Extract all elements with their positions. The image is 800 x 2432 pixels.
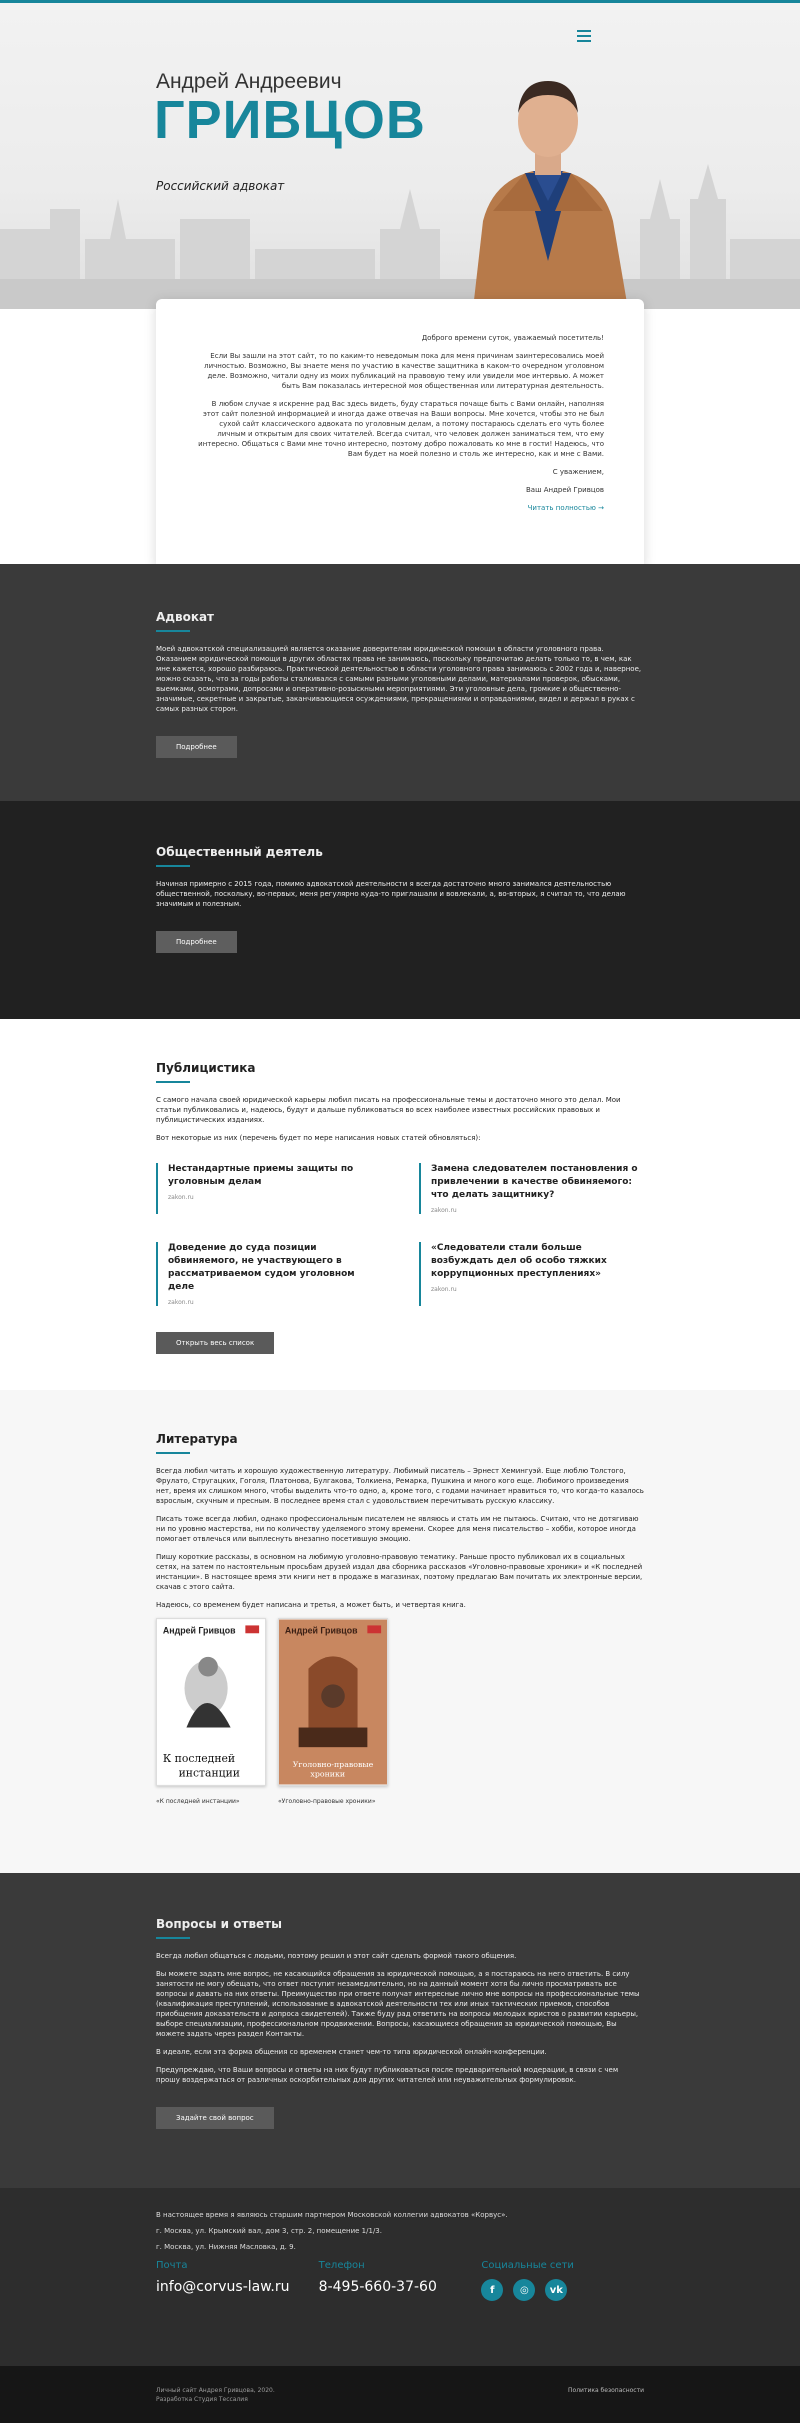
section-title: Адвокат xyxy=(156,610,215,624)
publication-title[interactable]: Замена следователем постановления о привлечении в качестве обвиняемого: что делать защитнику? xyxy=(431,1164,638,1200)
footer-address: г. Москва, ул. Нижняя Масловка, д. 9. xyxy=(156,2243,296,2251)
section-text: В идеале, если эта форма общения со временем станет чем-то типа юридической онлайн-конференции. xyxy=(156,2048,547,2056)
public-figure-section xyxy=(0,801,800,1019)
publication-item[interactable] xyxy=(419,1242,644,1306)
footer-social xyxy=(481,2260,644,2301)
title-underline xyxy=(156,1452,190,1454)
letter-regards: С уважением, xyxy=(552,468,604,476)
welcome-letter-card xyxy=(156,299,644,569)
read-more-link[interactable]: Читать полностью → xyxy=(527,504,604,512)
phone-label: Телефон xyxy=(318,2260,365,2271)
advocate-section xyxy=(0,564,800,801)
portrait-photo xyxy=(463,61,633,309)
letter-signature: Ваш Андрей Гривцов xyxy=(525,486,604,494)
publication-title[interactable]: Доведение до суда позиции обвиняемого, не участвующего в рассматриваемом судом уголовном деле xyxy=(168,1243,355,1292)
section-title: Литература xyxy=(156,1432,238,1446)
title-underline xyxy=(156,630,190,632)
ask-question-button[interactable]: Задайте свой вопрос xyxy=(156,2107,274,2129)
hero-subtitle: Российский адвокат xyxy=(156,179,285,193)
section-text: С самого начала своей юридической карьеры любил писать на профессиональные темы и достаточно много это делал. Мои статьи публиковались и, надеюсь, будут и дальше публиковаться во всех наиболее известных российских правовых и публицистических изданиях. xyxy=(156,1096,621,1124)
vk-icon[interactable]: vk xyxy=(545,2279,567,2301)
book-cover[interactable] xyxy=(278,1618,388,1786)
section-text: Вы можете задать мне вопрос, не касающийся обращения за юридической помощью, а я постараюсь на него ответить. В силу занятости не могу обещать, что ответ поступит незамедлительно, но на данный момент хотя бы лично просматривать все вопросы и давать на них ответы. Преимущество при ответе получат интересные лично мне вопросы на профессиональные темы (квалификация преступлений, использование в адвокатской деятельности тех или иных тактических приемов, способов приобщения доказательств и допроса свидетелей). Также буду рад ответить на вопросы молодых юристов о развитии карьеры, выборе специализации, профессиональном продвижении. Вопросы, касающиеся обращения за юридической помощью, Вы можете задать через раздел Контакты. xyxy=(156,1970,640,2038)
section-title: Общественный деятель xyxy=(156,845,323,859)
publication-source: zakon.ru xyxy=(168,1299,194,1306)
publication-source: zakon.ru xyxy=(431,1207,457,1214)
section-text: Начиная примерно с 2015 года, помимо адвокатской деятельности я всегда достаточно много занимался деятельностью общественной, поскольку, во-первых, меня регулярно куда-то приглашали и вовлекали, а, во-вторых, я считал то, что делаю значимым и полезным. xyxy=(156,880,626,908)
letter-greeting: Доброго времени суток, уважаемый посетитель! xyxy=(421,334,604,342)
copyright: Личный сайт Андрея Гривцова, 2020. xyxy=(156,2387,275,2394)
svg-text:инстанции: инстанции xyxy=(178,1766,240,1780)
book-cover[interactable] xyxy=(156,1618,266,1786)
section-title: Публицистика xyxy=(156,1061,256,1075)
footer-contacts xyxy=(156,2260,644,2301)
footer-address: г. Москва, ул. Крымский вал, дом 3, стр. 2, помещение 1/1/3. xyxy=(156,2227,382,2235)
menu-button[interactable] xyxy=(577,30,591,42)
advocate-more-button[interactable]: Подробнее xyxy=(156,736,237,758)
publications-list xyxy=(156,1163,644,1306)
section-text: Писать тоже всегда любил, однако профессиональным писателем не являюсь и стать им не пытаюсь. Считаю, что не дотягиваю ни по уровню мастерства, ни по количеству уделяемого этому времени. Скорее для меня писательство – хобби, которое иногда помогает отвлечься или выплеснуть внезапно посетившую эмоцию. xyxy=(156,1515,639,1543)
publications-section xyxy=(0,1019,800,1390)
bottom-bar xyxy=(0,2366,800,2423)
section-text: Пишу короткие рассказы, в основном на любимую уголовно-правовую тематику. Раньше просто публиковал их в социальных сетях, на затем по настоятельным просьбам друзей издал два сборника рассказов «Уголовно-правовые хроники» и «К последней инстанции». В настоящее время эти книги нет в продаже в магазинах, поэтому предлагаю Вам почитать их электронные версии, скачав с этого сайта. xyxy=(156,1553,643,1591)
publication-source: zakon.ru xyxy=(431,1286,457,1293)
title-underline xyxy=(156,1937,190,1939)
publication-item[interactable] xyxy=(156,1242,381,1306)
publication-title[interactable]: «Следователи стали больше возбуждать дел об особо тяжких коррупционных преступлениях» xyxy=(431,1243,607,1279)
city-skyline-background xyxy=(0,159,800,309)
phone-link[interactable]: 8-495-660-37-60 xyxy=(318,2279,437,2295)
open-full-list-button[interactable]: Открыть весь список xyxy=(156,1332,274,1354)
book-author: Андрей Гривцов xyxy=(162,1625,236,1636)
footer xyxy=(0,2188,800,2366)
book-caption: «Уголовно-правовые хроники» xyxy=(278,1798,376,1805)
instagram-icon[interactable]: ◎ xyxy=(513,2279,535,2301)
book-cover-title: К последней xyxy=(162,1751,236,1765)
developer-credit[interactable]: Разработка Студия Тессалия xyxy=(156,2396,248,2403)
section-text: Вот некоторые из них (перечень будет по мере написания новых статей обновляться): xyxy=(156,1134,481,1142)
publication-item[interactable] xyxy=(156,1163,381,1214)
book-item[interactable] xyxy=(278,1618,388,1805)
footer-phone xyxy=(319,2260,482,2301)
social-label: Социальные сети xyxy=(481,2260,574,2271)
publication-source: zakon.ru xyxy=(168,1194,194,1201)
welcome-letter-section xyxy=(0,309,800,564)
section-text: Всегда любил общаться с людьми, поэтому решил и этот сайт сделать формой такого общения. xyxy=(156,1952,517,1960)
last-name: ГРИВЦОВ xyxy=(154,90,426,150)
book-item[interactable] xyxy=(156,1618,266,1805)
hero xyxy=(0,3,800,309)
mail-label: Почта xyxy=(156,2260,188,2271)
footer-text: В настоящее время я являюсь старшим партнером Московской коллегии адвокатов «Корвус». xyxy=(156,2211,508,2219)
section-text: Предупреждаю, что Ваши вопросы и ответы на них будут публиковаться после предварительной модерации, в связи с чем прошу воздержаться от различных оскорбительных для других читателей или неуважительных формулировок. xyxy=(156,2066,619,2084)
mail-link[interactable]: info@corvus-law.ru xyxy=(156,2279,290,2295)
book-author: Андрей Гривцов xyxy=(284,1625,358,1636)
letter-paragraph: В любом случае я искренне рад Вас здесь видеть, буду стараться почаще быть с Вами онлайн, наполняя этот сайт полезной информацией и иногда даже отвечая на Ваши вопросы. Мне хочется, чтобы это не был сухой сайт классического адвоката по уголовным делам, а потому постараюсь сделать его чуть более личным и открытым для своих читателей. Всегда считал, что человек должен заниматься тем, что ему интересно. Общаться с Вами мне точно интересно, поэтому добро пожаловать ко мне в гости! Надеюсь, что Вам будет на моей полезно и столь же интересно, как и мне с Вами. xyxy=(198,400,604,458)
public-more-button[interactable]: Подробнее xyxy=(156,931,237,953)
first-name: Андрей Андреевич xyxy=(156,70,342,93)
book-caption: «К последней инстанции» xyxy=(156,1798,240,1805)
book-cover-title: Уголовно-правовые xyxy=(292,1759,374,1769)
section-text: Моей адвокатской специализацией является оказание доверителям юридической помощи в области уголовного права. Оказанием юридической помощи в других областях права не занимаюсь, поскольку предпочитаю делать только то, в чем, как мне кажется, хорошо разбираюсь. Практической деятельностью в области уголовного права занимаюсь с 2002 года и, наверное, можно сказать, что за годы работы сталкивался с самыми разными уголовными делами, материалами проверок, обысками, выемками, осмотрами, допросами и оперативно-розыскными мероприятиями. Эти уголовные дела, громкие и общественно-значимые, секретные и закрытые, заканчивающиеся осуждениями, прекращениями и оправданиями, видел и держал в руках с самых разных сторон. xyxy=(156,645,642,713)
section-title: Вопросы и ответы xyxy=(156,1917,282,1931)
title-underline xyxy=(156,865,190,867)
section-text: Надеюсь, со временем будет написана и третья, а может быть, и четвертая книга. xyxy=(156,1601,466,1609)
qa-section xyxy=(0,1873,800,2188)
facebook-icon[interactable]: f xyxy=(481,2279,503,2301)
footer-mail xyxy=(156,2260,319,2301)
publication-item[interactable] xyxy=(419,1163,644,1214)
svg-text:хроники: хроники xyxy=(310,1769,346,1779)
literature-section xyxy=(0,1390,800,1873)
letter-paragraph: Если Вы зашли на этот сайт, то по каким-то неведомым пока для меня причинам заинтересовались моей личностью. Возможно, Вы знаете меня по участию в качестве защитника в каком-то очередном уголовном деле. Возможно, читали одну из моих публикаций на правовую тему или увидели мое интервью. А может быть Вам показалась интересной моя общественная или литературная деятельность. xyxy=(204,352,604,390)
publication-title[interactable]: Нестандартные приемы защиты по уголовным делам xyxy=(168,1164,354,1187)
title-underline xyxy=(156,1081,190,1083)
privacy-policy-link[interactable]: Политика безопасности xyxy=(568,2387,644,2394)
books-list xyxy=(156,1618,644,1805)
section-text: Всегда любил читать и хорошую художественную литературу. Любимый писатель – Эрнест Хемингуэй. Еще люблю Толстого, Фрулато, Стругацких, Гоголя, Платонова, Булгакова, Толкиена, Ремарка, Пушкина и много кого еще. Любимого произведения нет, время их слишком много, чтобы выделить что-то одно, а, кроме того, с годами начинает нравиться то, что когда-то казалось взрослым, скучным и пресным. В последнее время стал с удовольствием перечитывать русскую классику. xyxy=(156,1467,644,1505)
